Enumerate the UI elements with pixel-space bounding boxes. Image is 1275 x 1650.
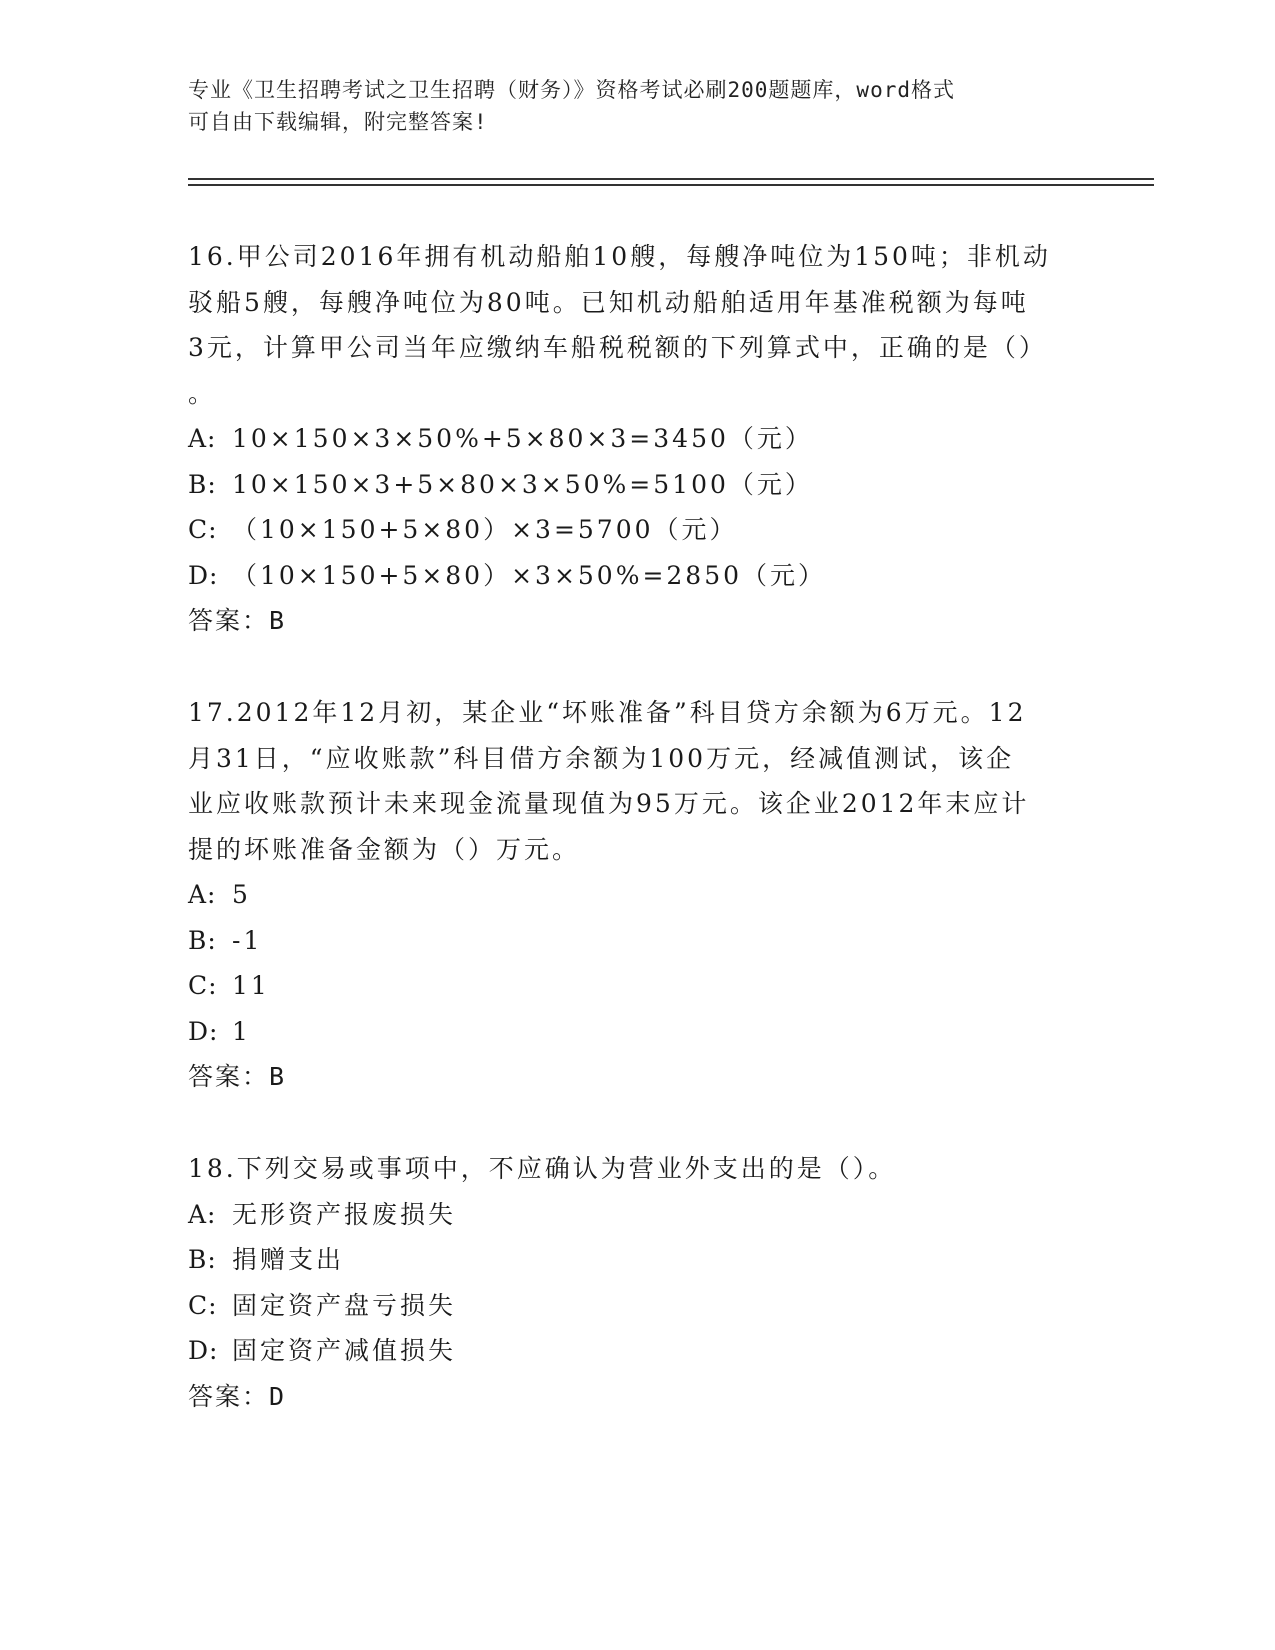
answer-line <box>188 1374 1088 1420</box>
question-stem <box>188 690 1088 872</box>
option-text: （10×150+5×80）×3=5700（元） <box>232 515 738 544</box>
stem-line: 17.2012年12月初，某企业“坏账准备”科目贷方余额为6万元。12 <box>188 698 1027 727</box>
question-stem <box>188 1146 1088 1192</box>
option-key: B: <box>188 469 217 499</box>
option-a <box>188 1192 1088 1238</box>
stem-line: 业应收账款预计未来现金流量现值为95万元。该企业2012年末应计 <box>188 789 1030 818</box>
option-c <box>188 507 1088 553</box>
stem-line: 驳船5艘，每艘净吨位为80吨。已知机动船舶适用年基准税额为每吨 <box>188 287 1029 317</box>
answer-line <box>188 598 1088 644</box>
option-text: -1 <box>232 925 263 955</box>
answer-value: D <box>269 1381 285 1411</box>
stem-line: 提的坏账准备金额为（）万元。 <box>188 834 581 864</box>
option-b <box>188 462 1088 508</box>
option-key: A: <box>188 1199 217 1229</box>
option-key: B: <box>188 925 217 955</box>
question-stem <box>188 234 1088 416</box>
option-key: A: <box>188 880 217 909</box>
stem-line: 月31日，“应收账款”科目借方余额为100万元，经减值测试，该企 <box>188 743 1015 773</box>
option-c <box>188 963 1088 1009</box>
answer-value: B <box>269 1062 285 1091</box>
option-d <box>188 1009 1088 1055</box>
stem-line: 。 <box>188 378 217 408</box>
answer-label: 答案： <box>188 606 270 635</box>
stem-line: 18.下列交易或事项中，不应确认为营业外支出的是（）。 <box>188 1154 897 1183</box>
answer-line <box>188 1054 1088 1100</box>
option-key: B: <box>188 1245 217 1274</box>
option-b <box>188 918 1088 964</box>
option-key: D: <box>188 1016 219 1046</box>
option-text: 固定资产盘亏损失 <box>232 1290 457 1320</box>
option-text: 5 <box>232 880 251 909</box>
answer-value: B <box>269 606 285 635</box>
header-divider-bottom <box>188 184 1154 186</box>
stem-line: 16.甲公司2016年拥有机动船舶10艘，每艘净吨位为150吨；非机动 <box>188 242 1051 271</box>
header-line-2: 可自由下载编辑，附完整答案! <box>188 110 488 134</box>
question-17 <box>188 690 1088 1100</box>
stem-line: 3元，计算甲公司当年应缴纳车船税税额的下列算式中，正确的是（） <box>188 333 1047 362</box>
option-d <box>188 1328 1088 1374</box>
option-c <box>188 1283 1088 1329</box>
option-b <box>188 1237 1088 1283</box>
option-key: D: <box>188 1336 219 1365</box>
question-18 <box>188 1146 1088 1419</box>
option-a <box>188 872 1088 918</box>
option-text: 1 <box>232 1016 251 1046</box>
header-divider-top <box>188 178 1154 180</box>
answer-label: 答案： <box>188 1381 270 1411</box>
option-text: 捐赠支出 <box>232 1245 345 1274</box>
option-text: 无形资产报废损失 <box>232 1199 457 1229</box>
option-text: 11 <box>232 971 270 1000</box>
option-key: A: <box>188 424 217 453</box>
option-text: 10×150×3×50%+5×80×3=3450（元） <box>232 424 813 453</box>
option-text: 10×150×3+5×80×3×50%=5100（元） <box>232 469 813 499</box>
document-header <box>188 74 1068 138</box>
option-text: 固定资产减值损失 <box>232 1336 457 1365</box>
option-key: D: <box>188 560 219 590</box>
option-key: C: <box>188 1290 218 1320</box>
option-text: （10×150+5×80）×3×50%=2850（元） <box>232 560 827 590</box>
option-a <box>188 416 1088 462</box>
option-key: C: <box>188 515 218 544</box>
question-16 <box>188 234 1088 644</box>
option-key: C: <box>188 971 218 1000</box>
header-line-1: 专业《卫生招聘考试之卫生招聘（财务）》资格考试必刷200题题库，word格式 <box>188 78 955 102</box>
option-d <box>188 553 1088 599</box>
answer-label: 答案： <box>188 1062 270 1091</box>
